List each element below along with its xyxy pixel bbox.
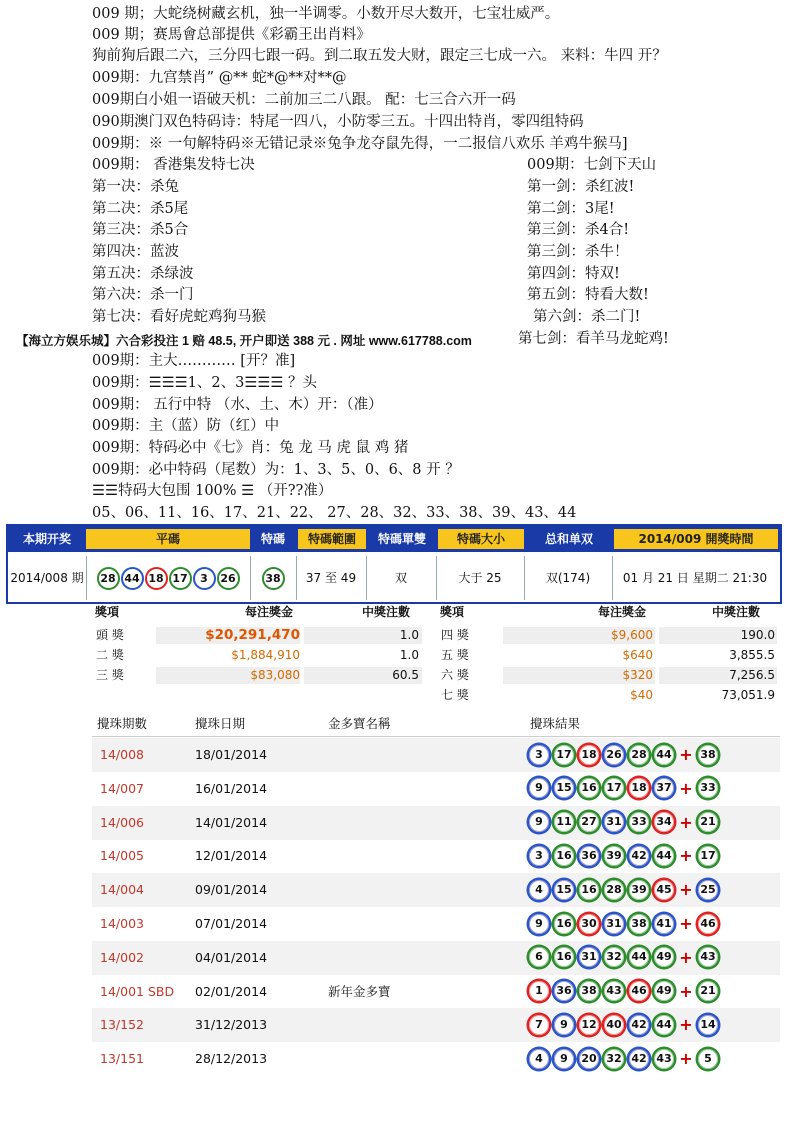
plus-icon: + xyxy=(679,981,693,1001)
draw-balls xyxy=(529,913,723,934)
draw-ball: 44 xyxy=(629,947,649,967)
draw-ball: 4 xyxy=(529,880,549,900)
text-line: 009期：主大………… [开？准] xyxy=(92,353,296,369)
draw-special-ball: 14 xyxy=(698,1015,718,1035)
prize-name: 七 獎 xyxy=(441,688,469,702)
draw-special-ball: 46 xyxy=(698,914,718,934)
draw-id[interactable]: 14/003 xyxy=(100,916,144,931)
header-cell: 特碼 xyxy=(260,532,285,546)
draw-ball: 38 xyxy=(629,914,649,934)
special-ball: 38 xyxy=(262,567,285,590)
draw-date: 18/01/2014 xyxy=(195,747,268,762)
draw-ball: 37 xyxy=(654,778,674,798)
draw-special-ball: 25 xyxy=(698,880,718,900)
draw-ball: 32 xyxy=(604,1049,624,1069)
draw-ball: 3 xyxy=(529,846,549,866)
range-cell: 37 至 49 xyxy=(296,556,367,600)
draw-date: 12/01/2014 xyxy=(195,848,268,864)
text-line: 第三决：杀5合 xyxy=(92,222,189,238)
special-cell xyxy=(250,556,297,600)
sword-line: 第四剑：特双! xyxy=(527,266,620,282)
draw-id[interactable]: 14/004 xyxy=(100,882,144,898)
text-line: 狗前狗后跟二六，三分四七跟一码。到二取五发大财，跟定三七成一六。 来料：牛四 开？ xyxy=(92,48,667,64)
prize-row xyxy=(437,646,777,665)
draw-ball: 15 xyxy=(554,778,574,798)
draw-ball: 43 xyxy=(654,1049,674,1069)
prize-row xyxy=(437,686,777,705)
draw-ball: 7 xyxy=(529,1015,549,1035)
prize-count: 73,051.9 xyxy=(721,688,775,702)
text-line: 009期白小姐一语破天机：二前加三二八跟。 配：七三合六开一码 xyxy=(92,92,516,108)
prize-amount: $20,291,470 xyxy=(205,627,300,643)
draw-ball: 16 xyxy=(579,880,599,900)
draw-ball: 40 xyxy=(604,1015,624,1035)
draw-header: 攪珠日期 xyxy=(195,716,246,731)
prize-header: 每注獎金 xyxy=(245,605,294,619)
plus-icon: + xyxy=(679,880,693,900)
draw-ball: 33 xyxy=(629,812,649,832)
ball: 18 xyxy=(145,567,168,590)
prize-name: 二 獎 xyxy=(96,648,124,662)
prize-name: 五 獎 xyxy=(441,648,469,662)
header-cell: 特碼範圍 xyxy=(298,529,366,549)
draw-ball: 15 xyxy=(554,880,574,900)
draw-ball: 12 xyxy=(579,1015,599,1035)
draw-ball: 39 xyxy=(629,880,649,900)
draw-ball: 49 xyxy=(654,947,674,967)
header-cell: 总和单双 xyxy=(544,532,593,546)
text-line: 090期澳门双色特码诗：特尾一四八，小防零三五。十四出特肖，零四组特码 xyxy=(92,114,584,130)
prize-header: 每注獎金 xyxy=(598,605,647,619)
header-cell: 特碼單雙 xyxy=(377,532,426,546)
text-line: 009期：☰☰☰1、2、3☰☰☰ ？头 xyxy=(92,375,317,391)
plus-icon: + xyxy=(679,1049,693,1069)
draw-id[interactable]: 14/006 xyxy=(100,814,144,830)
draw-ball: 1 xyxy=(529,981,549,1001)
draw-ball: 9 xyxy=(554,1049,574,1069)
prize-row xyxy=(92,626,422,645)
prize-header: 獎項 xyxy=(95,605,120,619)
text-line: 第七决：看好虎蛇鸡狗马猴 xyxy=(92,309,266,325)
draw-special-ball: 33 xyxy=(698,778,718,798)
draw-ball: 9 xyxy=(529,914,549,934)
draw-special-ball: 5 xyxy=(698,1049,718,1069)
plus-icon: + xyxy=(679,812,693,832)
prize-amount: $83,080 xyxy=(250,668,300,682)
text-line: 009期：必中特码（尾数）为：1、3、5、0、6、8 开 ？ xyxy=(92,462,460,478)
prize-count: 190.0 xyxy=(740,628,775,642)
draw-ball: 36 xyxy=(554,981,574,1001)
draw-ball: 42 xyxy=(629,1049,649,1069)
text-line: 009 期；赛馬會总部提供《彩霸王出肖料》 xyxy=(92,27,371,43)
ball: 3 xyxy=(193,567,216,590)
draw-ball: 42 xyxy=(629,1015,649,1035)
draw-date: 14/01/2014 xyxy=(195,814,268,830)
sword-line: 第七剑：看羊马龙蛇鸡! xyxy=(518,331,669,347)
draw-ball: 9 xyxy=(529,812,549,832)
draw-ball: 31 xyxy=(604,812,624,832)
draw-id[interactable]: 14/007 xyxy=(100,780,144,796)
text-line: 009期：※ 一句解特码※无错记录※兔争龙夺鼠先得，一二报信八欢乐 羊鸡牛猴马] xyxy=(92,136,628,152)
plus-icon: + xyxy=(679,846,693,866)
draw-ball: 39 xyxy=(604,846,624,866)
balls-cell xyxy=(86,556,251,600)
prize-count: 3,855.5 xyxy=(729,648,775,662)
prize-count: 60.5 xyxy=(392,668,419,682)
draw-ball: 17 xyxy=(554,745,574,765)
ball: 44 xyxy=(121,567,144,590)
draw-ball: 18 xyxy=(579,745,599,765)
draw-balls xyxy=(529,1014,723,1035)
draw-header: 攪珠結果 xyxy=(530,716,581,731)
draw-ball: 16 xyxy=(554,914,574,934)
sword-line: 第三剑：杀4合! xyxy=(527,222,630,238)
draw-id[interactable]: 14/005 xyxy=(100,848,144,864)
draw-ball: 32 xyxy=(604,947,624,967)
draw-ball: 44 xyxy=(654,745,674,765)
draw-ball: 20 xyxy=(579,1049,599,1069)
results-header xyxy=(8,526,780,552)
text-line: 第四决：蓝波 xyxy=(92,244,179,260)
draw-ball: 30 xyxy=(579,914,599,934)
draw-ball: 46 xyxy=(629,981,649,1001)
text-line: 009 期；大蛇绕树藏玄机，独一半调零。小数开尽大数开，七宝壮威严。 xyxy=(92,6,560,22)
prize-name: 六 獎 xyxy=(441,668,469,682)
draw-row xyxy=(92,1042,780,1076)
draw-ball: 44 xyxy=(654,846,674,866)
draw-row xyxy=(92,975,780,1009)
draw-date: 31/12/2013 xyxy=(195,1017,268,1033)
prize-header: 中獎注數 xyxy=(712,605,761,619)
prize-name: 頭 獎 xyxy=(96,628,124,642)
text-line: 第六决：杀一门 xyxy=(92,287,194,303)
draw-ball: 27 xyxy=(579,812,599,832)
draw-ball: 45 xyxy=(654,880,674,900)
draw-ball: 4 xyxy=(529,1049,549,1069)
draw-date: 09/01/2014 xyxy=(195,882,268,898)
draw-ball: 11 xyxy=(554,812,574,832)
plus-icon: + xyxy=(679,914,693,933)
plus-icon: + xyxy=(679,947,693,967)
draw-special-ball: 43 xyxy=(698,947,718,967)
draw-ball: 16 xyxy=(554,846,574,866)
prize-count: 1.0 xyxy=(399,648,419,662)
draw-balls xyxy=(529,812,723,833)
draw-row xyxy=(92,839,780,873)
text-line: 009期： 香港集发特七决 xyxy=(92,157,255,173)
odd-even-cell: 双 xyxy=(366,556,437,600)
sum-cell: 双(174) xyxy=(524,556,613,600)
prize-row xyxy=(437,666,777,685)
draw-ball: 3 xyxy=(529,745,549,765)
prize-header: 中獎注數 xyxy=(362,605,411,619)
draw-id[interactable]: 14/002 xyxy=(100,949,144,965)
text-line: 009期： 五行中特 （水、土、木）开：（准） xyxy=(92,397,383,413)
prize-name: 三 獎 xyxy=(96,668,124,682)
prize-amount: $640 xyxy=(622,648,653,662)
draw-special-ball: 21 xyxy=(698,812,718,832)
plus-icon: + xyxy=(679,778,693,798)
text-line: 009期：特码必中《七》肖：兔 龙 马 虎 鼠 鸡 猪 xyxy=(92,440,409,456)
draw-header: 金多寶名稱 xyxy=(328,716,391,731)
draw-ball: 9 xyxy=(529,778,549,798)
draw-balls xyxy=(529,947,723,968)
draw-special-ball: 21 xyxy=(698,981,718,1001)
draw-balls xyxy=(529,1048,723,1069)
text-line: 05、06、11、16、17、21、22、 27、28、32、33、38、39、43、44 xyxy=(92,505,577,521)
header-cell: 2014/009 開獎時間 xyxy=(614,529,778,549)
draw-date: 02/01/2014 xyxy=(195,983,268,999)
sword-line: 第五剑：特看大数! xyxy=(527,287,649,303)
draw-name: 新年金多寶 xyxy=(328,983,391,999)
draw-special-ball: 17 xyxy=(698,846,718,866)
draw-date: 07/01/2014 xyxy=(195,916,268,931)
ball: 17 xyxy=(169,567,192,590)
draw-ball: 44 xyxy=(654,1015,674,1035)
draw-ball: 16 xyxy=(579,778,599,798)
draw-ball: 26 xyxy=(604,745,624,765)
prize-amount: $40 xyxy=(630,688,653,702)
results-table xyxy=(6,524,782,604)
prize-count: 1.0 xyxy=(399,628,419,642)
text-line: 第一决：杀兔 xyxy=(92,179,179,195)
draw-ball: 49 xyxy=(654,981,674,1001)
draw-row xyxy=(92,941,780,975)
prize-count: 7,256.5 xyxy=(729,668,775,682)
draw-special-ball: 38 xyxy=(698,745,718,765)
draw-balls xyxy=(529,879,723,900)
draw-id[interactable]: 14/001 SBD xyxy=(100,983,175,999)
prize-row xyxy=(92,666,422,685)
draw-balls xyxy=(529,981,723,1002)
draw-ball: 28 xyxy=(629,745,649,765)
header-cell: 平碼 xyxy=(86,529,250,549)
draw-ball: 41 xyxy=(654,914,674,934)
draw-ball: 34 xyxy=(654,812,674,832)
text-line: 009期：主（蓝）防（红）中 xyxy=(92,418,280,434)
prize-amount: $1,884,910 xyxy=(231,648,300,662)
draw-ball: 43 xyxy=(604,981,624,1001)
sword-line: 第三剑：杀牛！ xyxy=(527,244,629,260)
draw-row xyxy=(92,806,780,840)
text-line: 009期：九宫禁肖” @** 蛇*@**对**@ xyxy=(92,70,347,86)
header-cell: 本期开奖 xyxy=(22,532,71,546)
ball: 28 xyxy=(97,567,120,590)
draw-id[interactable]: 13/151 xyxy=(100,1051,144,1067)
draw-ball: 18 xyxy=(629,778,649,798)
sword-line: 第一剑：杀红波! xyxy=(527,179,635,195)
sword-line: 009期：七剑下天山 xyxy=(527,157,657,173)
prize-row xyxy=(92,646,422,665)
draw-date: 16/01/2014 xyxy=(195,780,268,796)
big-small-cell: 大于 25 xyxy=(436,556,525,600)
draw-row xyxy=(92,1008,780,1042)
draw-ball: 6 xyxy=(529,947,549,967)
draw-balls xyxy=(529,845,723,866)
prize-row xyxy=(437,626,777,645)
draw-date: 28/12/2013 xyxy=(195,1051,268,1067)
draw-ball: 9 xyxy=(554,1015,574,1035)
draw-balls xyxy=(529,778,723,799)
ball: 26 xyxy=(217,567,240,590)
header-cell: 特碼大小 xyxy=(438,529,524,549)
draw-header: 攪珠期數 xyxy=(97,716,148,731)
draw-row xyxy=(92,772,780,806)
draw-ball: 31 xyxy=(579,947,599,967)
text-line: 第五决：杀绿波 xyxy=(92,266,194,282)
draw-id[interactable]: 13/152 xyxy=(100,1017,144,1033)
draw-ball: 16 xyxy=(554,947,574,967)
plus-icon: + xyxy=(679,745,693,764)
draw-row xyxy=(92,907,780,941)
draw-ball: 42 xyxy=(629,846,649,866)
prize-amount: $9,600 xyxy=(611,628,653,642)
draw-ball: 31 xyxy=(604,914,624,934)
draw-date: 04/01/2014 xyxy=(195,949,268,965)
prize-amount: $320 xyxy=(622,668,653,682)
text-line: 第二决：杀5尾 xyxy=(92,201,189,217)
sword-line: 第六剑：杀二门! xyxy=(533,309,641,325)
draw-time-cell: 01 月 21 日 星期二 21:30 xyxy=(622,571,768,585)
plus-icon: + xyxy=(679,1015,693,1035)
text-line: ☰☰特码大包围 100% ☰ （开??准） xyxy=(92,483,333,499)
sword-line: 第二剑：3尾! xyxy=(527,201,615,217)
prize-header: 獎項 xyxy=(440,605,465,619)
draw-balls xyxy=(529,744,723,765)
draw-id[interactable]: 14/008 xyxy=(100,747,144,762)
draw-row xyxy=(92,873,780,907)
draw-ball: 17 xyxy=(604,778,624,798)
ad-banner[interactable]: 【海立方娱乐城】六合彩投注 1 赔 48.5, 开户即送 388 元 . 网址 www.617788.com xyxy=(16,334,472,348)
draw-ball: 36 xyxy=(579,846,599,866)
period-cell: 2014/008 期 xyxy=(8,556,87,600)
draw-ball: 38 xyxy=(579,981,599,1001)
prize-name: 四 獎 xyxy=(441,628,469,642)
draw-row xyxy=(92,738,780,772)
draw-ball: 28 xyxy=(604,880,624,900)
